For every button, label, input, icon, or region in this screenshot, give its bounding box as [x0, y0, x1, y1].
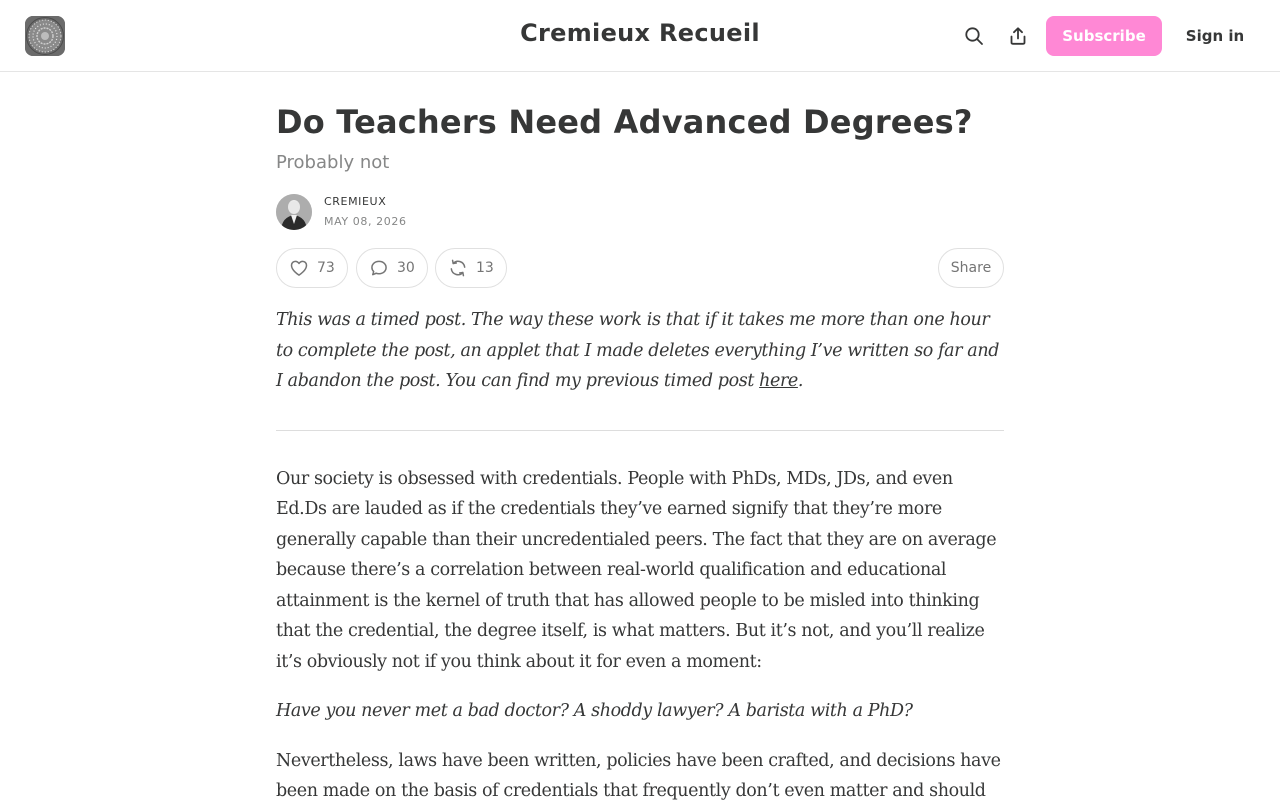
share-label: Share: [950, 260, 992, 276]
top-navigation-bar: [0, 0, 1280, 72]
share-upload-button[interactable]: [1004, 22, 1032, 50]
body-paragraph-question: Have you never met a bad doctor? A shoddy lawyer? A barista with a PhD?: [276, 701, 913, 721]
author-portrait-icon: [276, 194, 312, 230]
restack-button[interactable]: [435, 248, 507, 288]
post-date: MAY 08, 2026: [324, 215, 407, 228]
publication-logo[interactable]: [25, 16, 65, 56]
intro-end: .: [797, 371, 804, 391]
section-divider: [276, 430, 1004, 431]
logo-image-icon: [25, 16, 65, 56]
post-article: [276, 72, 1004, 800]
heart-icon: [289, 258, 309, 278]
author-avatar[interactable]: [276, 194, 312, 230]
search-button[interactable]: [960, 22, 988, 50]
comment-count: 30: [397, 260, 415, 276]
comment-bubble-icon: [369, 258, 389, 278]
share-upload-icon: [1008, 26, 1028, 46]
comment-button[interactable]: [356, 248, 428, 288]
search-icon: [964, 26, 984, 46]
publication-title[interactable]: Cremieux Recueil: [520, 19, 760, 47]
body-paragraph: Our society is obsessed with credentials. People with PhDs, MDs, JDs, and even Ed.Ds are lauded as if the credentials they’ve earned signify that they’re more generally capable than their uncredentialed peers. The fact that they are on average because there’s a correlation between real-world qualification and educational attainment is the kernel of truth that has allowed people to be misled into thinking that the credential, the degree itself, is what matters. But it’s not, and you’ll realize it’s obviously not if you think about it for even a moment:: [276, 468, 997, 672]
restack-count: 13: [476, 260, 494, 276]
author-name[interactable]: CREMIEUX: [324, 195, 387, 208]
share-button[interactable]: [938, 248, 1004, 288]
subscribe-button[interactable]: Subscribe: [1046, 16, 1162, 56]
like-button[interactable]: [276, 248, 348, 288]
post-title: Do Teachers Need Advanced Degrees?: [276, 103, 973, 141]
restack-icon: [448, 258, 468, 278]
timed-post-note: [276, 305, 1004, 397]
post-actions: [276, 248, 1004, 288]
body-paragraph: Nevertheless, laws have been written, policies have been crafted, and decisions have been made on the basis of credentials that frequently don’t even matter and should: [276, 750, 1001, 800]
like-count: 73: [317, 260, 335, 276]
byline: [276, 194, 1004, 230]
intro-text: This was a timed post. The way these work is that if it takes me more than one hour to complete the post, an applet that I made deletes everything I’ve written so far and I abandon the post. You can find my previous timed post: [276, 310, 1000, 391]
sign-in-button[interactable]: Sign in: [1185, 27, 1245, 45]
previous-timed-post-link[interactable]: here: [759, 371, 798, 391]
post-subtitle: Probably not: [276, 152, 390, 173]
